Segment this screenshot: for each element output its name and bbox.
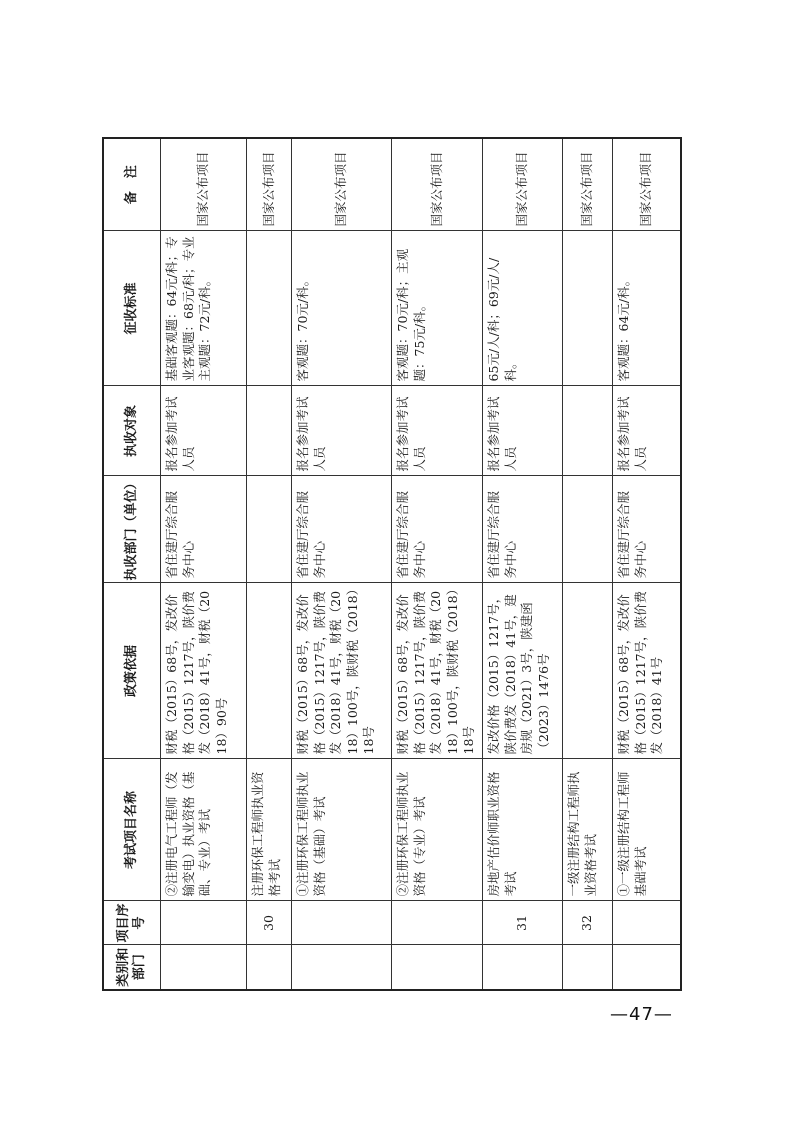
cell-target: 报名参加考试人员: [292, 386, 392, 476]
cell-policy: [563, 583, 613, 759]
cell-policy: 财税（2015）68号，发改价格（2015）1217号，陕价费发（2018）41号，财税（2018）100号，陕财税（2018）18号: [292, 583, 392, 759]
table-row: [161, 138, 247, 990]
cell-exam-name: 房地产估价师职业资格考试: [483, 759, 563, 901]
cell-serial: [292, 901, 392, 945]
cell-standard: [563, 231, 613, 386]
table-row: [563, 138, 613, 990]
cell-target: 报名参加考试人员: [161, 386, 247, 476]
cell-target: 报名参加考试人员: [392, 386, 483, 476]
cell-target: [563, 386, 613, 476]
cell-policy: [247, 583, 292, 759]
cell-target: [247, 386, 292, 476]
header-row: [103, 138, 161, 990]
cell-standard: 客观题：70元/科；主观题：75元/科。: [392, 231, 483, 386]
cell-serial: [613, 901, 682, 945]
table-row: [483, 138, 563, 990]
cell-remark: 国家公布项目: [392, 138, 483, 231]
cell-serial: [161, 901, 247, 945]
cell-standard: 基础客观题：64元/科；专业客观题：68元/科；专业主观题：72元/科。: [161, 231, 247, 386]
cell-category: [563, 945, 613, 990]
cell-standard: 客观题：64元/科。: [613, 231, 682, 386]
cell-remark: 国家公布项目: [483, 138, 563, 231]
cell-target: 报名参加考试人员: [613, 386, 682, 476]
cell-category: [292, 945, 392, 990]
cell-standard: 客观题：70元/科。: [292, 231, 392, 386]
header-exam-name: 考试项目名称: [103, 759, 161, 901]
cell-department: 省住建厅综合服务中心: [392, 476, 483, 583]
cell-standard: 65元/人/科；69元/人/科。: [483, 231, 563, 386]
rotated-table-container: [102, 139, 682, 991]
cell-department: 省住建厅综合服务中心: [161, 476, 247, 583]
cell-exam-name: ①一级注册结构工程师基础考试: [613, 759, 682, 901]
cell-standard: [247, 231, 292, 386]
cell-remark: 国家公布项目: [247, 138, 292, 231]
cell-serial: 31: [483, 901, 563, 945]
cell-category: [483, 945, 563, 990]
header-remark: 备 注: [103, 138, 161, 231]
fee-table: [102, 137, 682, 991]
cell-remark: 国家公布项目: [563, 138, 613, 231]
table-row: [292, 138, 392, 990]
cell-remark: 国家公布项目: [292, 138, 392, 231]
cell-department: 省住建厅综合服务中心: [483, 476, 563, 583]
cell-serial: 30: [247, 901, 292, 945]
cell-policy: 财税（2015）68号，发改价格（2015）1217号，陕价费发（2018）41号: [613, 583, 682, 759]
cell-policy: 财税（2015）68号，发改价格（2015）1217号，陕价费发（2018）41号，财税（2018）100号，陕财税（2018）18号: [392, 583, 483, 759]
cell-exam-name: ②注册电气工程师（发输变电）执业资格（基础、专业）考试: [161, 759, 247, 901]
cell-exam-name: ②注册环保工程师执业资格（专业）考试: [392, 759, 483, 901]
cell-department: [247, 476, 292, 583]
cell-category: [247, 945, 292, 990]
cell-policy: 财税（2015）68号，发改价格（2015）1217号，陕价费发（2018）41号，财税（2018）90号: [161, 583, 247, 759]
cell-policy: 发改价格（2015）1217号，陕价费发（2018）41号，建房规（2021）3号，陕建函（2023）1476号: [483, 583, 563, 759]
cell-exam-name: 一级注册结构工程师执业资格考试: [563, 759, 613, 901]
cell-remark: 国家公布项目: [161, 138, 247, 231]
table-row: [392, 138, 483, 990]
cell-serial: 32: [563, 901, 613, 945]
cell-department: 省住建厅综合服务中心: [292, 476, 392, 583]
cell-department: [563, 476, 613, 583]
header-category: 类别和部门: [103, 945, 161, 990]
header-target: 执收对象: [103, 386, 161, 476]
header-serial: 项目序号: [103, 901, 161, 945]
header-standard: 征收标准: [103, 231, 161, 386]
cell-remark: 国家公布项目: [613, 138, 682, 231]
cell-category: [161, 945, 247, 990]
cell-exam-name: ①注册环保工程师执业资格（基础）考试: [292, 759, 392, 901]
table-row: [247, 138, 292, 990]
table-row: [613, 138, 682, 990]
header-department: 执收部门（单位）: [103, 476, 161, 583]
cell-category: [392, 945, 483, 990]
cell-serial: [392, 901, 483, 945]
cell-target: 报名参加考试人员: [483, 386, 563, 476]
header-policy: 政策依据: [103, 583, 161, 759]
cell-category: [613, 945, 682, 990]
cell-exam-name: 注册环保工程师执业资格考试: [247, 759, 292, 901]
page-number: —47—: [610, 1004, 673, 1025]
cell-department: 省住建厅综合服务中心: [613, 476, 682, 583]
